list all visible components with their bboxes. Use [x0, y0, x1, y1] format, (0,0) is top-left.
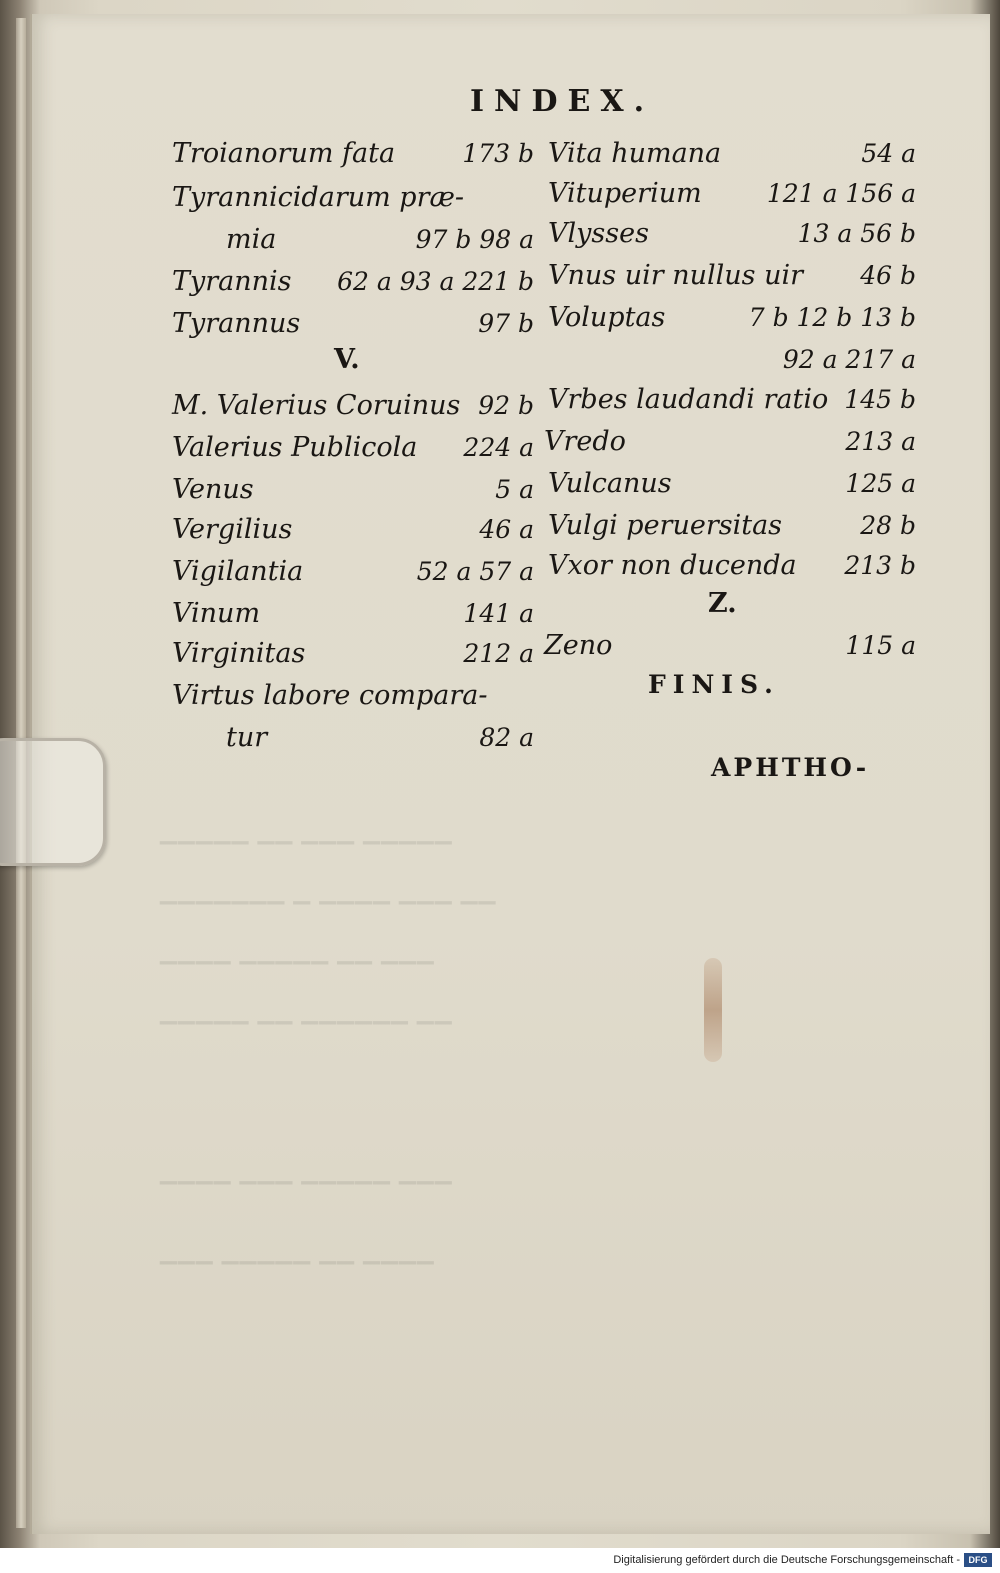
entry-term: Virginitas [172, 638, 306, 669]
entry-refs: 46 a [479, 515, 534, 544]
entry-term: Vinum [172, 598, 261, 629]
entry-term: Vxor non ducenda [548, 550, 797, 581]
footer-bar [0, 1548, 1000, 1573]
entry-refs: 141 a [463, 599, 534, 628]
entry-term: Venus [172, 474, 254, 505]
show-through: ▁▁▁▁▁ ▁▁ ▁▁▁▁▁▁ ▁▁ [160, 1000, 453, 1025]
entry-term: Zeno [544, 630, 613, 661]
entry-refs: 97 b [478, 309, 534, 338]
entry-refs: 125 a [845, 469, 916, 498]
entry-term: Vituperium [548, 178, 702, 209]
entry-refs: 115 a [845, 631, 916, 660]
show-through: ▁▁▁▁ ▁▁▁ ▁▁▁▁▁ ▁▁▁ [160, 1160, 453, 1185]
dfg-logo: DFG [964, 1553, 992, 1567]
entry-term: Troianorum fata [172, 138, 396, 169]
entry-term: Vrbes laudandi ratio [548, 384, 829, 415]
entry-term: Voluptas [548, 302, 666, 333]
entry-term: Vulcanus [548, 468, 672, 499]
entry-term: Vulgi peruersitas [548, 510, 783, 541]
entry-refs: 46 b [860, 261, 916, 290]
entry-term: Vlysses [548, 218, 649, 249]
entry-refs: 82 a [479, 723, 534, 752]
entry-term: M. Valerius Coruinus [172, 390, 461, 421]
entry-refs: 62 a 93 a 221 b [337, 267, 534, 296]
footer-credit: Digitalisierung gefördert durch die Deutsche Forschungsgemeinschaft - [613, 1554, 960, 1566]
entry-refs: 173 b [462, 139, 534, 168]
section-letter-v: V. [334, 344, 360, 375]
entry-refs: 213 b [844, 551, 916, 580]
entry-term: Tyrannis [172, 266, 292, 297]
entry-term: Valerius Publicola [172, 432, 418, 463]
entry-term: Vergilius [172, 514, 293, 545]
entry-refs: 52 a 57 a [416, 557, 534, 586]
entry-term: Virtus labore compara- [172, 680, 488, 711]
entry-refs: 92 b [478, 391, 534, 420]
show-through: ▁▁▁▁▁▁▁ ▁ ▁▁▁▁ ▁▁▁ ▁▁ [160, 880, 497, 905]
entry-refs: 212 a [463, 639, 534, 668]
entry-refs: 28 b [860, 511, 916, 540]
entry-refs: 145 b [844, 385, 916, 414]
entry-term: mia [226, 224, 277, 255]
entry-term: Tyrannicidarum præ- [172, 182, 464, 213]
show-through: ▁▁▁▁▁ ▁▁ ▁▁▁ ▁▁▁▁▁ [160, 820, 453, 845]
entry-refs: 92 a 217 a [782, 345, 916, 374]
finis: FINIS. [648, 670, 780, 699]
entry-refs: 54 a [861, 139, 916, 168]
catchword: APHTHO- [711, 753, 870, 782]
entry-refs: 5 a [495, 475, 534, 504]
entry-term: Vigilantia [172, 556, 304, 587]
entry-refs: 213 a [845, 427, 916, 456]
show-through: ▁▁▁ ▁▁▁▁▁ ▁▁ ▁▁▁▁ [160, 1240, 435, 1265]
entry-refs: 224 a [463, 433, 534, 462]
section-letter-z: Z. [708, 588, 737, 619]
show-through: ▁▁▁▁ ▁▁▁▁▁ ▁▁ ▁▁▁ [160, 940, 435, 965]
entry-refs: 13 a 56 b [797, 219, 916, 248]
entry-refs: 121 a 156 a [766, 179, 916, 208]
entry-refs: 7 b 12 b 13 b [748, 303, 916, 332]
entry-term: Vredo [544, 426, 626, 457]
entry-term: Vita humana [548, 138, 722, 169]
paper-stain [704, 958, 722, 1062]
entry-term: Vnus uir nullus uir [548, 260, 804, 291]
page-title: INDEX. [470, 84, 655, 119]
entry-term: Tyrannus [172, 308, 301, 339]
entry-term: tur [226, 722, 268, 753]
entry-refs: 97 b 98 a [415, 225, 534, 254]
